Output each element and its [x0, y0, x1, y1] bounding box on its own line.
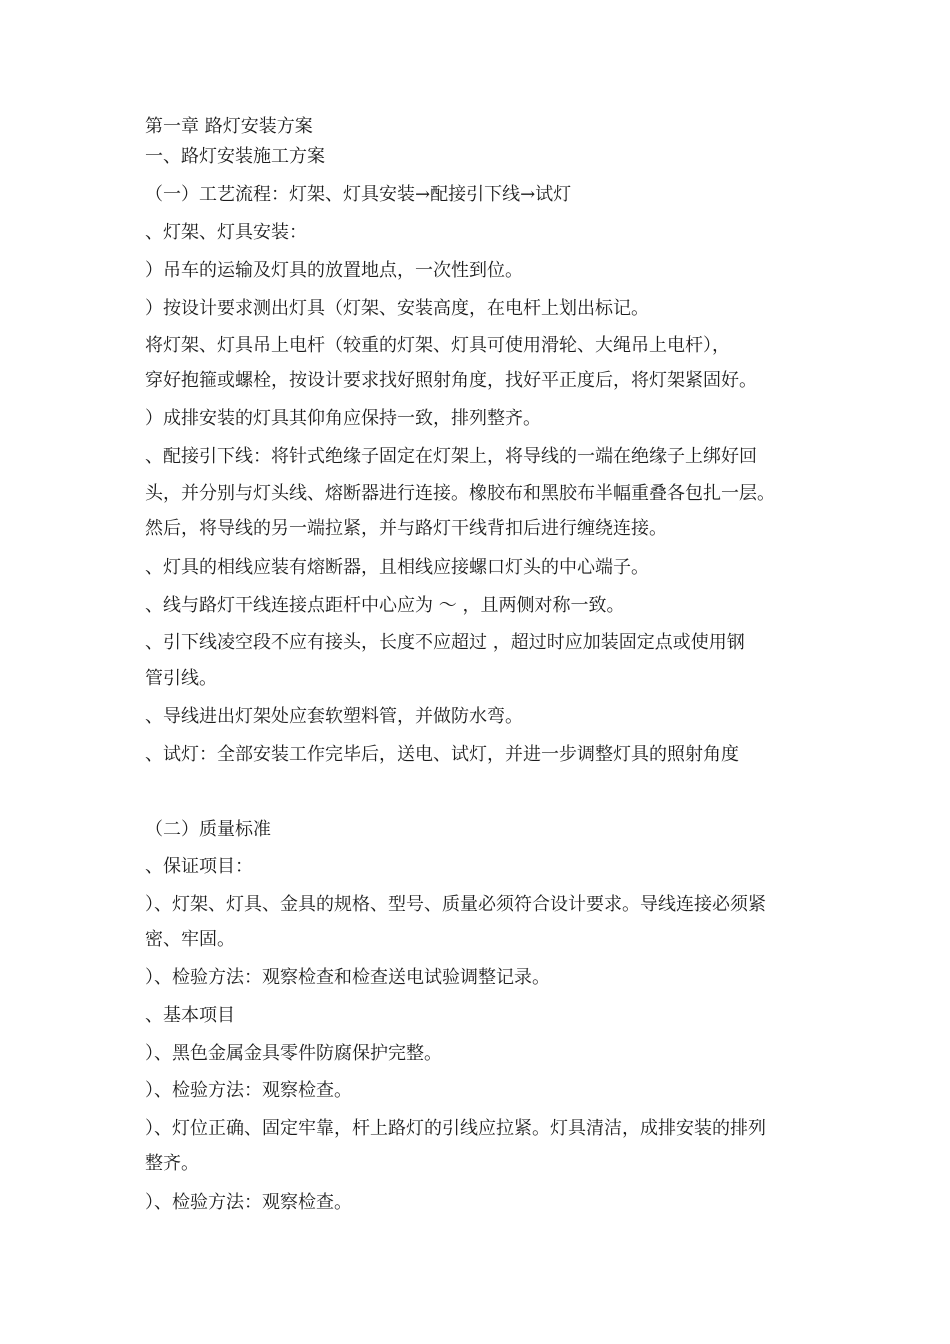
text-line: ）、检验方法：观察检查。 [145, 1192, 352, 1213]
text-line: 整齐。 [145, 1153, 199, 1174]
process-flow-heading: （一）工艺流程：灯架、灯具安装→配接引下线→试灯 [145, 184, 572, 205]
text-line: ）按设计要求测出灯具（灯架、安装高度，在电杆上划出标记。 [145, 298, 649, 319]
text-line: 、试灯：全部安装工作完毕后，送电、试灯，并进一步调整灯具的照射角度 [145, 744, 739, 765]
text-line: 、引下线凌空段不应有接头，长度不应超过 ，超过时应加装固定点或使用钢 [145, 632, 745, 653]
text-line: 、灯架、灯具安装： [145, 222, 307, 243]
text-line: 、灯具的相线应装有熔断器，且相线应接螺口灯头的中心端子。 [145, 557, 649, 578]
text-line: 将灯架、灯具吊上电杆（较重的灯架、灯具可使用滑轮、大绳吊上电杆）， [145, 335, 730, 356]
text-line: 、保证项目： [145, 856, 253, 877]
text-line: 密、牢固。 [145, 929, 235, 950]
quality-standard-heading: （二）质量标准 [145, 819, 271, 840]
text-line: 、基本项目 [145, 1005, 235, 1026]
text-line: 然后，将导线的另一端拉紧，并与路灯干线背扣后进行缠绕连接。 [145, 518, 667, 539]
text-line: ）、检验方法：观察检查。 [145, 1080, 352, 1101]
text-line: ）、检验方法：观察检查和检查送电试验调整记录。 [145, 967, 550, 988]
text-line: 、导线进出灯架处应套软塑料管，并做防水弯。 [145, 706, 523, 727]
text-line: 、线与路灯干线连接点距杆中心应为 ～ ，且两侧对称一致。 [145, 595, 625, 616]
text-line: ）成排安装的灯具其仰角应保持一致，排列整齐。 [145, 408, 541, 429]
text-line: 管引线。 [145, 668, 217, 689]
text-line: 、配接引下线：将针式绝缘子固定在灯架上，将导线的一端在绝缘子上绑好回 [145, 446, 757, 467]
text-line: ）、黑色金属金具零件防腐保护完整。 [145, 1043, 442, 1064]
text-line: 头，并分别与灯头线、熔断器进行连接。橡胶布和黑胶布半幅重叠各包扎一层。 [145, 483, 775, 504]
section-title: 一、路灯安装施工方案 [145, 146, 325, 167]
text-line: 穿好抱箍或螺栓，按设计要求找好照射角度，找好平正度后，将灯架紧固好。 [145, 370, 757, 391]
text-line: ）、灯架、灯具、金具的规格、型号、质量必须符合设计要求。导线连接必须紧 [145, 894, 766, 915]
text-line: ）吊车的运输及灯具的放置地点，一次性到位。 [145, 260, 523, 281]
chapter-title: 第一章 路灯安装方案 [145, 116, 313, 137]
text-line: ）、灯位正确、固定牢靠，杆上路灯的引线应拉紧。灯具清洁，成排安装的排列 [145, 1118, 766, 1139]
